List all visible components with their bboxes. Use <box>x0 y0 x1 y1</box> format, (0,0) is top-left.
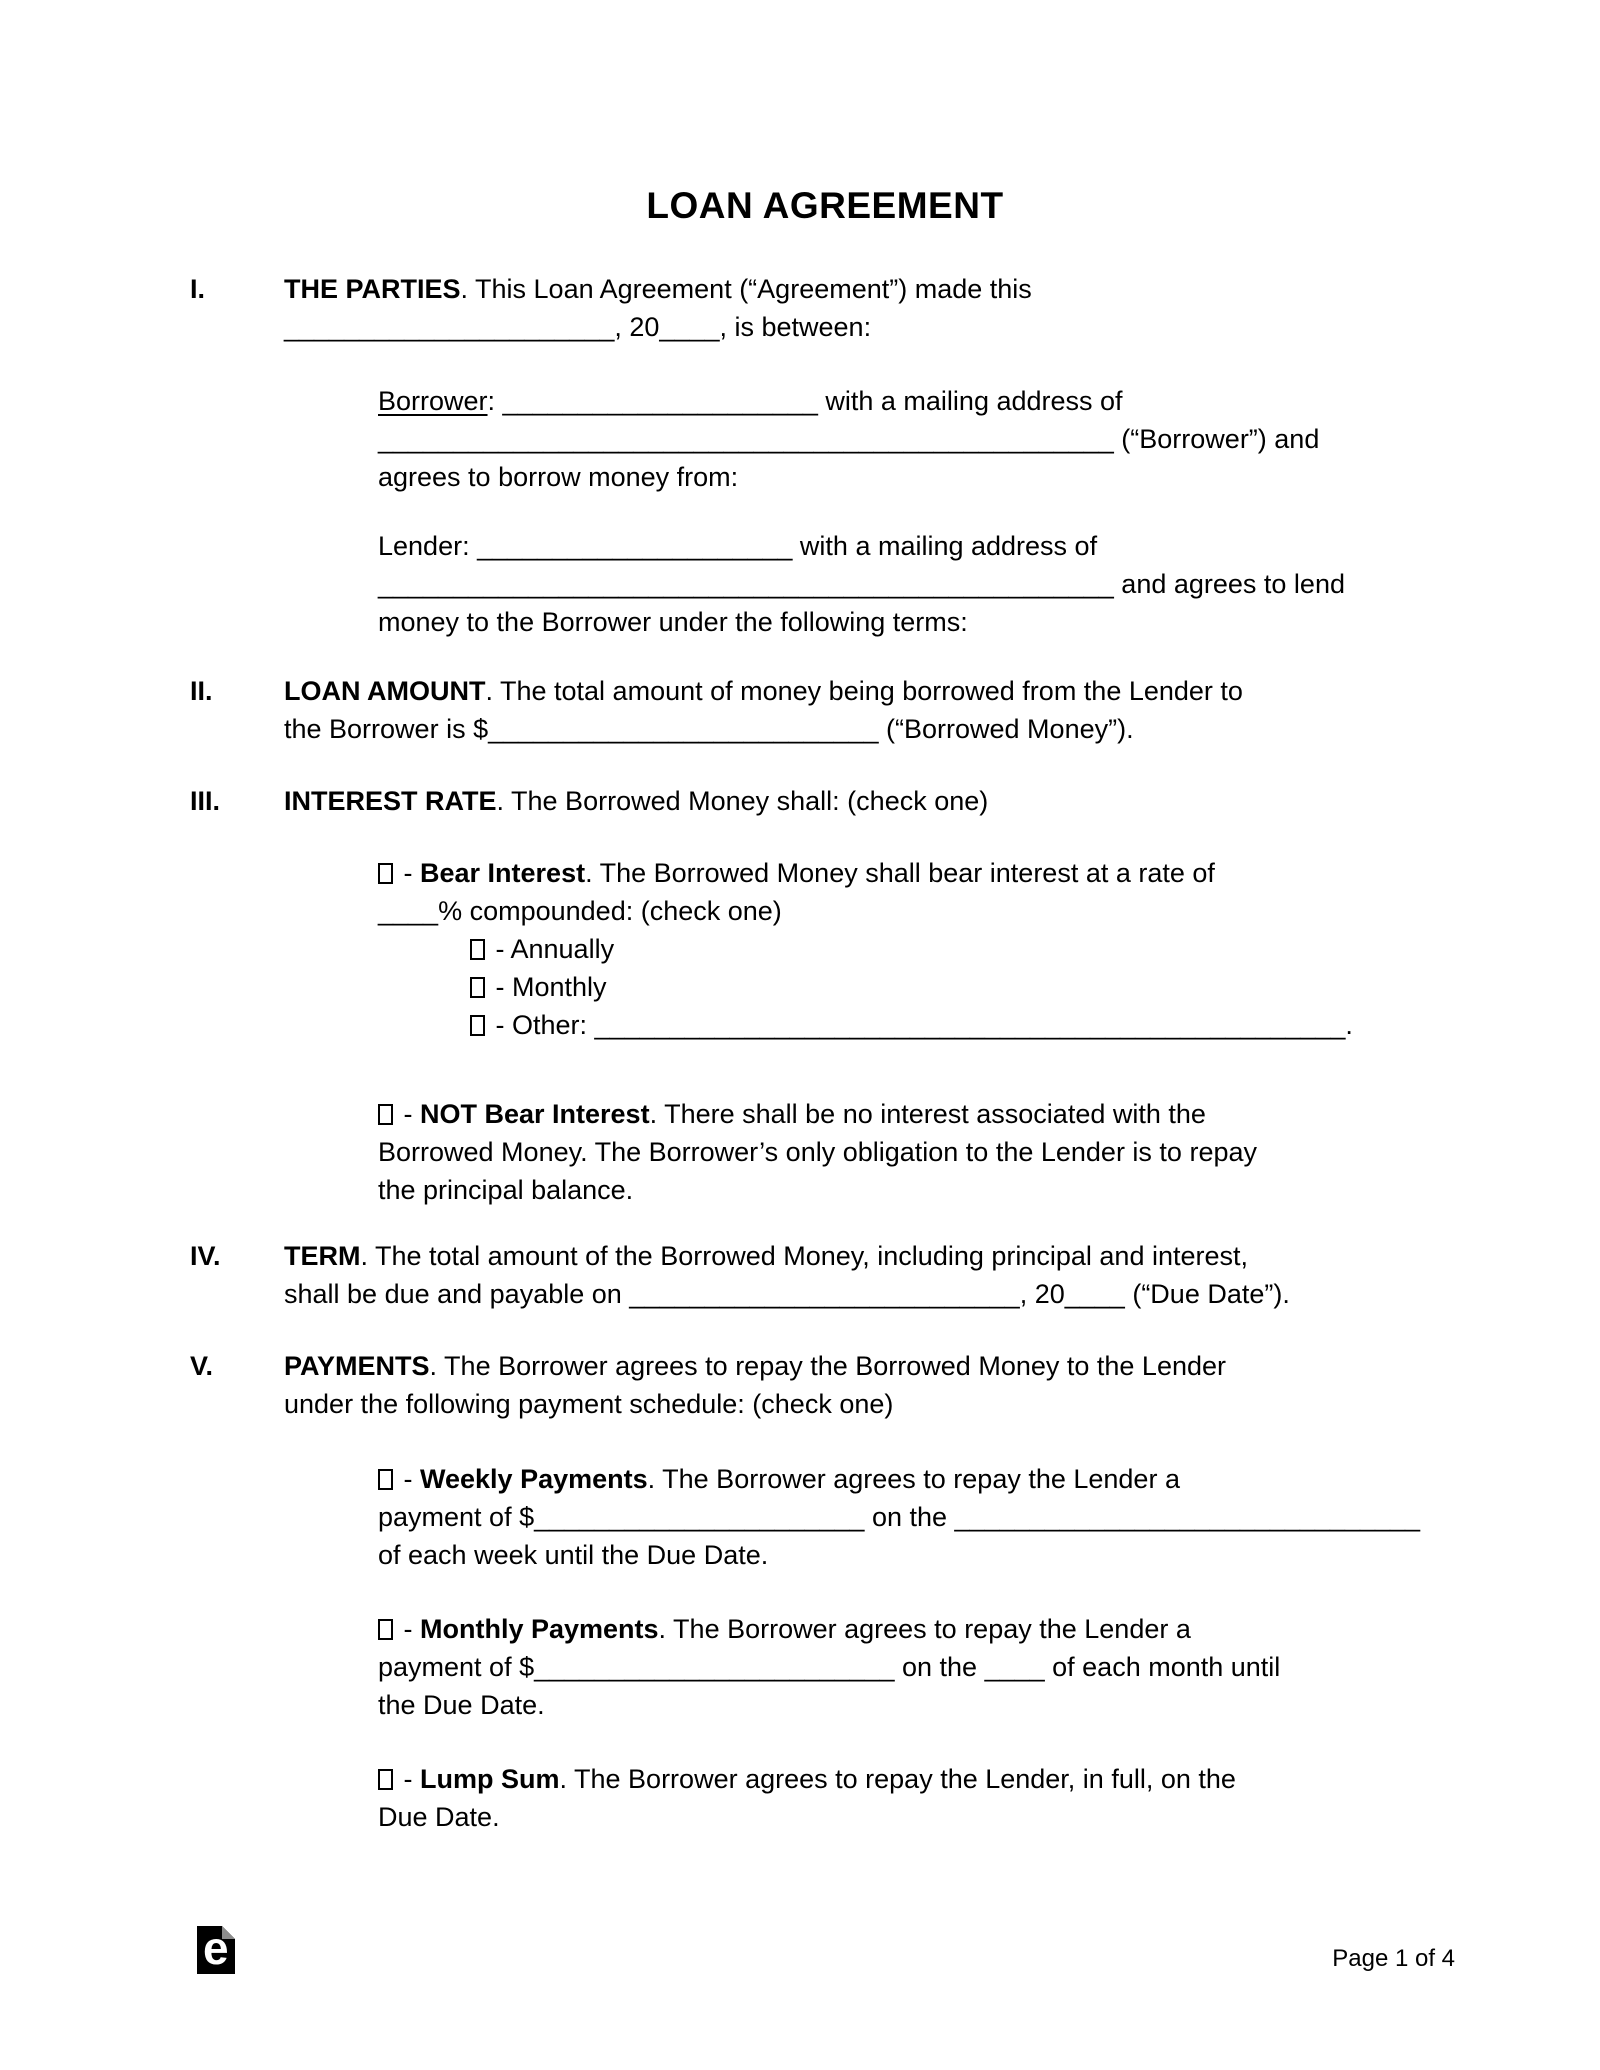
text-segment: THE PARTIES <box>284 274 461 304</box>
page-number: Page 1 of 4 <box>1332 1945 1455 1972</box>
text-segment: - Monthly <box>488 972 607 1002</box>
section-the-parties-text <box>284 270 1032 346</box>
weekly-amount-blank[interactable]: ______________________ <box>534 1502 865 1532</box>
borrower-address-blank[interactable]: _________________________________________________ <box>378 424 1114 454</box>
text-segment: the Due Date. <box>378 1690 545 1720</box>
section-payments-text <box>284 1347 1226 1423</box>
eforms-logo <box>197 1926 235 1984</box>
text-segment: money to the Borrower under the following terms: <box>378 607 968 637</box>
text-line <box>378 854 1460 892</box>
text-line <box>378 1798 1460 1836</box>
section-payments <box>190 1347 1460 1423</box>
text-segment: , 20 <box>614 312 660 342</box>
text-line <box>378 420 1460 458</box>
monthly-payments-option <box>378 1610 1460 1724</box>
text-segment: shall be due and payable on <box>284 1279 630 1309</box>
text-segment: . <box>1345 1010 1353 1040</box>
monthly-checkbox[interactable] <box>470 977 485 998</box>
text-segment: on the <box>894 1652 985 1682</box>
annually-checkbox[interactable] <box>470 939 485 960</box>
monthly-payments-checkbox[interactable] <box>378 1619 393 1640</box>
text-segment: , is between: <box>719 312 872 342</box>
text-segment: , 20 <box>1019 1279 1065 1309</box>
text-line <box>284 782 988 820</box>
page-content <box>0 184 1600 1836</box>
text-segment: - <box>396 1764 420 1794</box>
text-line <box>378 1171 1460 1209</box>
section-interest-rate-numeral: III. <box>190 786 221 816</box>
text-segment: - Other: <box>488 1010 595 1040</box>
section-the-parties-numeral: I. <box>190 274 206 304</box>
text-line <box>378 1536 1460 1574</box>
text-segment: . The Borrowed Money shall bear interest at a rate of <box>585 858 1215 888</box>
text-segment: with a mailing address of <box>817 386 1123 416</box>
text-segment: % compounded: (check one) <box>438 896 782 926</box>
document-title: LOAN AGREEMENT <box>646 185 1004 226</box>
not-bear-interest-checkbox[interactable] <box>378 1104 393 1125</box>
monthly-date-blank[interactable]: ____ <box>984 1652 1045 1682</box>
text-segment: - <box>396 1099 420 1129</box>
text-line <box>378 1133 1460 1171</box>
text-line <box>378 1648 1460 1686</box>
text-segment: TERM <box>284 1241 361 1271</box>
text-segment: : <box>487 386 503 416</box>
text-segment: of each week until the Due Date. <box>378 1540 769 1570</box>
text-line <box>378 1095 1460 1133</box>
text-segment: and agrees to lend <box>1113 569 1345 599</box>
bear-interest-option <box>378 854 1460 930</box>
lender-address-blank[interactable]: _________________________________________________ <box>378 569 1114 599</box>
text-line <box>378 892 1460 930</box>
text-segment: of each month until <box>1044 1652 1281 1682</box>
compound-annually-option <box>470 930 1460 968</box>
text-line <box>378 382 1460 420</box>
text-line <box>284 1237 1290 1275</box>
section-interest-rate-text <box>284 782 988 820</box>
text-segment: - <box>396 1614 420 1644</box>
eforms-logo-icon <box>197 1926 235 1974</box>
text-segment: INTEREST RATE <box>284 786 497 816</box>
section-interest-rate <box>190 782 1460 820</box>
text-line <box>378 1610 1460 1648</box>
text-segment: - Annually <box>488 934 615 964</box>
text-line <box>284 1275 1290 1313</box>
section-term-numeral: IV. <box>190 1241 221 1271</box>
section-payments-numeral: V. <box>190 1351 214 1381</box>
text-segment: Lender: <box>378 531 478 561</box>
text-segment: Due Date. <box>378 1802 500 1832</box>
section-the-parties <box>190 270 1460 346</box>
text-segment: (“Borrowed Money”). <box>878 714 1134 744</box>
text-segment: payment of $ <box>378 1652 535 1682</box>
text-segment: . The Borrower agrees to repay the Lender a <box>658 1614 1191 1644</box>
text-line <box>284 1385 1226 1423</box>
text-segment: LOAN AMOUNT <box>284 676 486 706</box>
monthly-amount-blank[interactable]: ________________________ <box>534 1652 895 1682</box>
text-segment: NOT Bear Interest <box>420 1099 650 1129</box>
agreement-date-blank[interactable]: ______________________ <box>284 312 615 342</box>
lender-clause <box>378 527 1460 641</box>
borrower-clause <box>378 382 1460 496</box>
due-date-blank[interactable]: __________________________ <box>629 1279 1020 1309</box>
text-segment: . There shall be no interest associated with the <box>649 1099 1206 1129</box>
text-segment: Weekly Payments <box>420 1464 648 1494</box>
svg-text:e: e <box>203 1926 229 1974</box>
other-compound-blank[interactable]: __________________________________________________ <box>594 1010 1346 1040</box>
text-segment: (“Due Date”). <box>1124 1279 1290 1309</box>
section-loan-amount-text <box>284 672 1243 748</box>
text-segment: Lump Sum <box>420 1764 560 1794</box>
section-term <box>190 1237 1460 1313</box>
text-segment: . The total amount of money being borrowed from the Lender to <box>485 676 1243 706</box>
not-bear-interest-option <box>378 1095 1460 1209</box>
document-body <box>190 270 1460 1836</box>
text-line <box>284 308 1032 346</box>
text-segment: on the <box>864 1502 955 1532</box>
text-line <box>470 1006 1460 1044</box>
loan-amount-blank[interactable]: __________________________ <box>488 714 879 744</box>
text-segment: PAYMENTS <box>284 1351 430 1381</box>
text-line <box>378 565 1460 603</box>
agreement-year-blank[interactable]: ____ <box>659 312 720 342</box>
lump-sum-checkbox[interactable] <box>378 1769 393 1790</box>
text-line <box>378 1760 1460 1798</box>
compound-other-option <box>470 1006 1460 1044</box>
text-segment: Monthly Payments <box>420 1614 659 1644</box>
due-year-blank[interactable]: ____ <box>1064 1279 1125 1309</box>
interest-rate-blank[interactable]: ____ <box>378 896 439 926</box>
text-segment: Borrowed Money. The Borrower’s only obligation to the Lender is to repay <box>378 1137 1257 1167</box>
text-line <box>470 968 1460 1006</box>
text-segment: payment of $ <box>378 1502 535 1532</box>
text-segment: the principal balance. <box>378 1175 634 1205</box>
text-segment: - <box>396 858 420 888</box>
text-segment: - <box>396 1464 420 1494</box>
other-checkbox[interactable] <box>470 1015 485 1036</box>
text-line <box>284 1347 1226 1385</box>
section-loan-amount <box>190 672 1460 748</box>
text-segment: . The total amount of the Borrowed Money, including principal and interest, <box>360 1241 1249 1271</box>
lender-name-blank[interactable]: _____________________ <box>477 531 793 561</box>
text-line <box>378 1460 1460 1498</box>
text-line <box>284 672 1243 710</box>
compound-monthly-option <box>470 968 1460 1006</box>
text-segment: under the following payment schedule: (check one) <box>284 1389 894 1419</box>
text-segment: . The Borrower agrees to repay the Lender a <box>647 1464 1180 1494</box>
text-segment: the Borrower is $ <box>284 714 489 744</box>
borrower-name-blank[interactable]: _____________________ <box>502 386 818 416</box>
text-segment: agrees to borrow money from: <box>378 462 739 492</box>
text-segment: Bear Interest <box>420 858 586 888</box>
weekly-day-blank[interactable]: _______________________________ <box>954 1502 1421 1532</box>
text-line <box>284 710 1243 748</box>
weekly-payments-option <box>378 1460 1460 1574</box>
section-term-text <box>284 1237 1290 1313</box>
weekly-payments-checkbox[interactable] <box>378 1469 393 1490</box>
text-line <box>378 603 1460 641</box>
text-line <box>378 1498 1460 1536</box>
text-segment: . The Borrower agrees to repay the Borrowed Money to the Lender <box>429 1351 1226 1381</box>
lump-sum-option <box>378 1760 1460 1836</box>
text-line <box>470 930 1460 968</box>
text-segment: with a mailing address of <box>792 531 1098 561</box>
section-loan-amount-numeral: II. <box>190 676 213 706</box>
text-segment: . The Borrower agrees to repay the Lender, in full, on the <box>559 1764 1236 1794</box>
text-segment: . The Borrowed Money shall: (check one) <box>496 786 989 816</box>
text-line <box>284 270 1032 308</box>
text-segment: (“Borrower”) and <box>1113 424 1320 454</box>
text-segment: . This Loan Agreement (“Agreement”) made this <box>460 274 1032 304</box>
text-line <box>378 527 1460 565</box>
bear-interest-checkbox[interactable] <box>378 863 393 884</box>
text-segment: Borrower <box>378 386 488 416</box>
text-line <box>378 458 1460 496</box>
text-line <box>378 1686 1460 1724</box>
